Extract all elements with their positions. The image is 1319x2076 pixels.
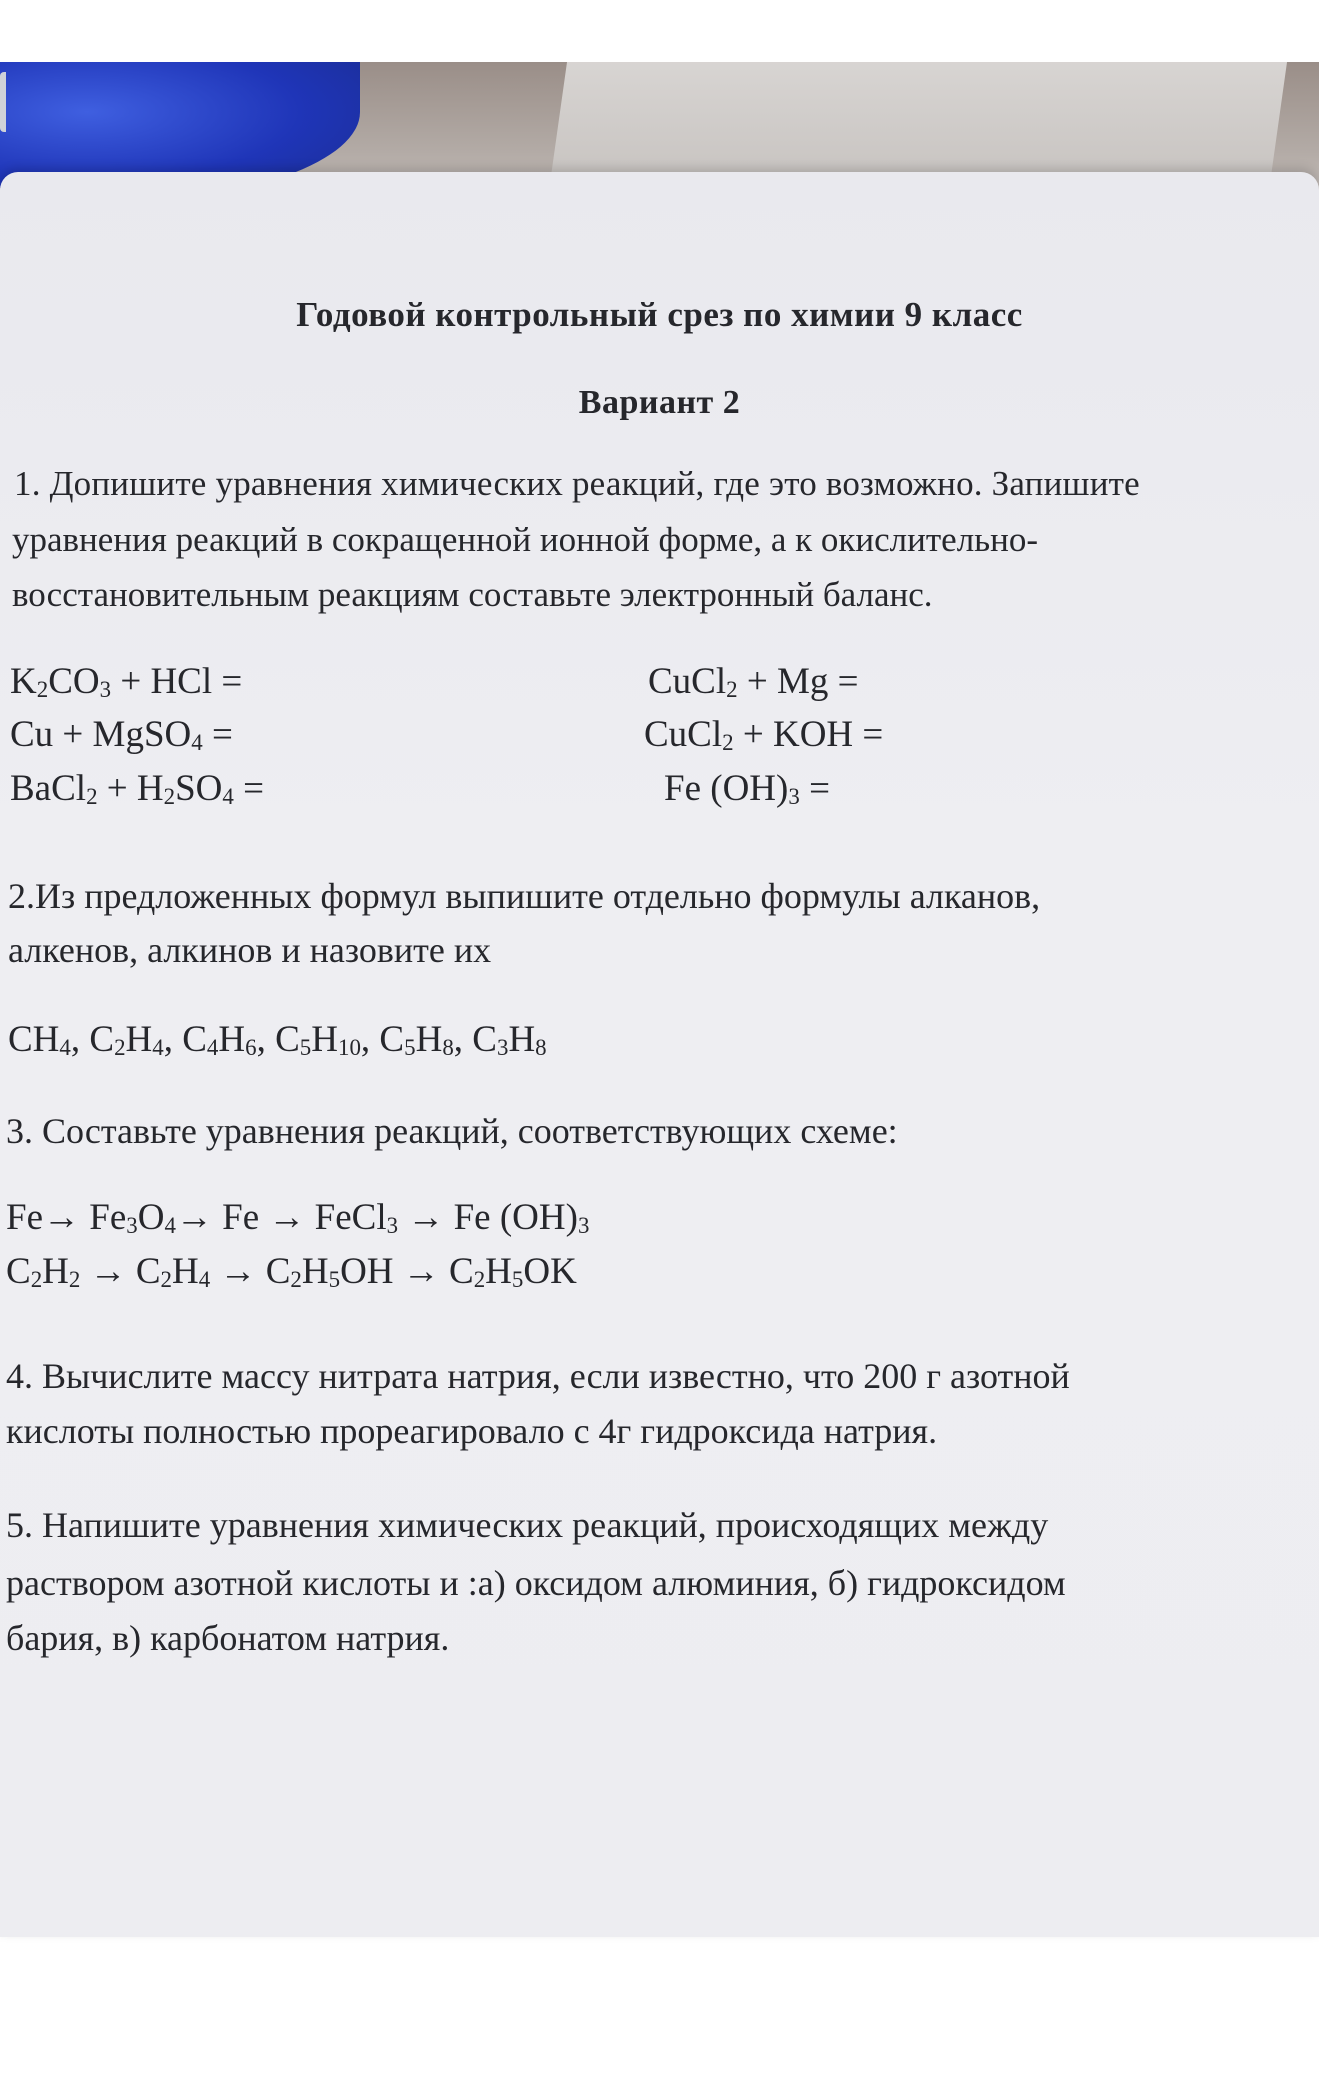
equation-fe-oh3: Fe $(OH)_3$ = [664, 768, 830, 810]
hydrocarbon-formulas: $CH_4$, $C_2H_4$, $C_4H_6$, $C_5H_{10}$, $C_5H_8$, $C_3H_8$ [8, 1019, 547, 1061]
equation-cu-mgso4: Cu + MgSO$_4$ = [10, 714, 233, 756]
task3-line: 3. Составьте уравнения реакций, соответствующих схеме: [6, 1111, 898, 1151]
paper-clip [0, 72, 36, 132]
task2-line-1: 2.Из предложенных формул выпишите отдельно формулы алканов, [8, 876, 1041, 916]
scheme-carbon: $C_2H_2 \to C_2H_4 \to C_2H_5OH \to C_2H_5OK$ [6, 1251, 577, 1293]
page-title: Годовой контрольный срез по химии 9 класс [296, 295, 1023, 334]
task1-line-3: восстановительным реакциям составьте электронный баланс. [12, 575, 933, 614]
equation-k2co3-hcl: $K_2CO_3$ + HCl = [10, 661, 243, 703]
task2-line-2: алкенов, алкинов и назовите их [8, 930, 492, 970]
task4-line-2: кислоты полностью прореагировало с 4г гидроксида натрия. [6, 1411, 938, 1451]
task5-line-3: бария, в) карбонатом натрия. [6, 1618, 450, 1658]
scheme-iron: $Fe\to Fe_3O_4\to Fe$ → FeCl$_3$ → Fe $(OH)_3$ [6, 1197, 590, 1239]
task1-line-1: 1. Допишите уравнения химических реакций, где это возможно. Запишите [14, 464, 1140, 503]
task1-line-2: уравнения реакций в сокращенной ионной форме, а к окислительно- [12, 520, 1039, 559]
white-object [552, 62, 1289, 172]
equation-cucl2-koh: CuCl$_2$ + KOH = [644, 714, 884, 756]
task5-line-2: раствором азотной кислоты и :а) оксидом алюминия, б) гидроксидом [6, 1563, 1066, 1603]
equation-bacl2-h2so4: BaCl$_2$ + $H_2SO_4$ = [10, 768, 264, 810]
equation-cucl2-mg: CuCl$_2$ + Mg = [648, 661, 859, 703]
task5-line-1: 5. Напишите уравнения химических реакций, происходящих между [6, 1505, 1049, 1545]
task4-line-1: 4. Вычислите массу нитрата натрия, если известно, что 200 г азотной [6, 1356, 1070, 1396]
variant-heading: Вариант 2 [578, 384, 741, 421]
